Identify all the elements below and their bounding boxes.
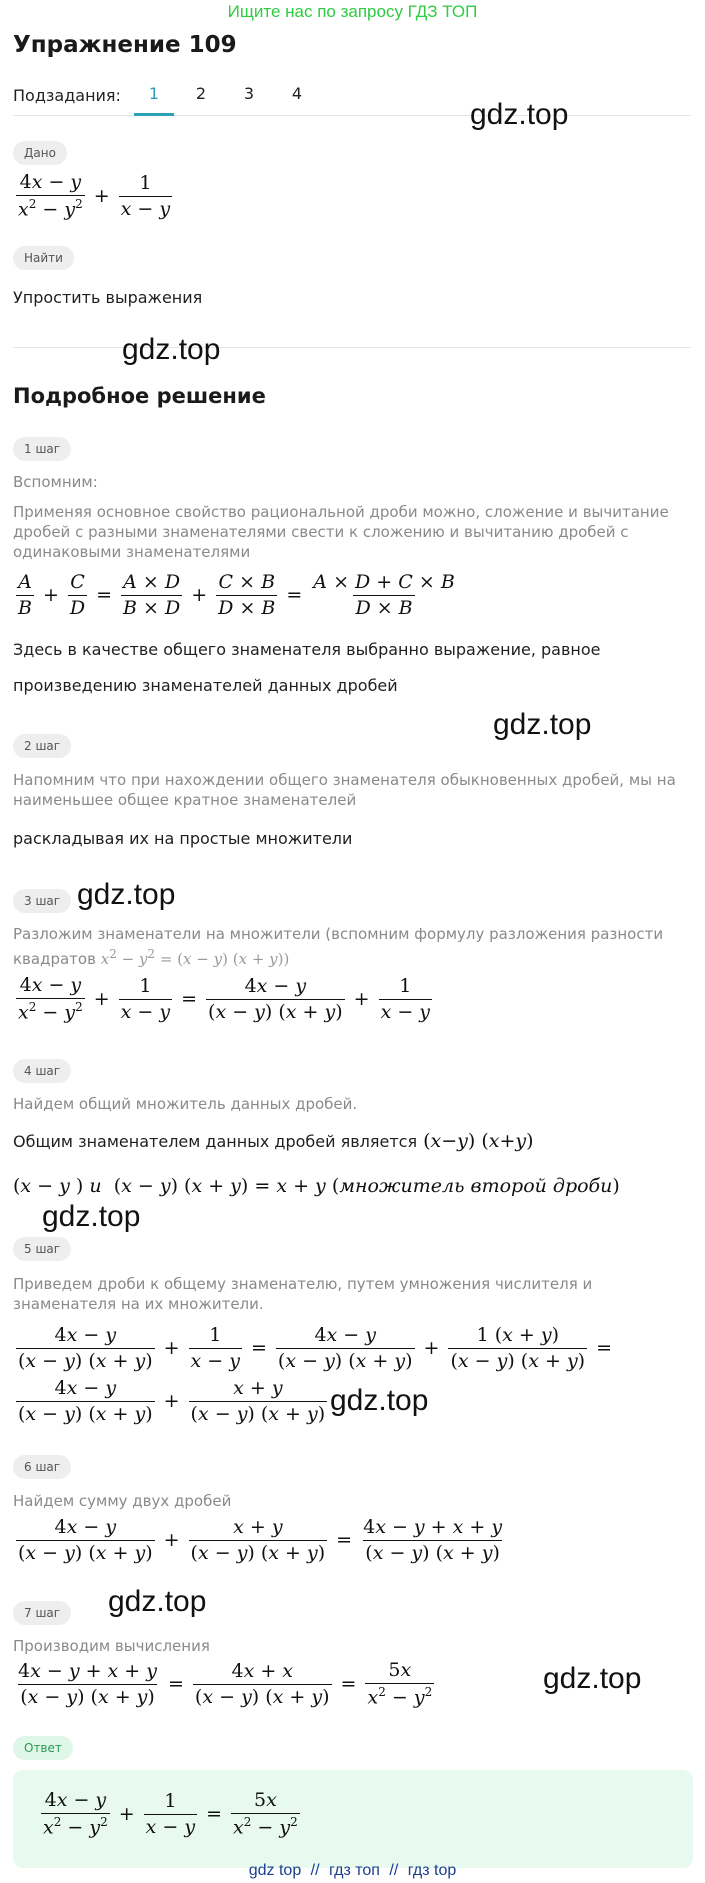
step-4-badge: 4 шаг	[13, 1059, 71, 1083]
find-text: Упростить выражения	[13, 288, 203, 307]
step-5-badge: 5 шаг	[13, 1237, 71, 1261]
step-6-formula: $\frac{4x - y}{(x - y) (x + y)}$ + $\frac{x + y}{(x - y) (x + y)}$ = $\frac{4x - y + x + y}{(x - y) (x + y)}$	[18, 1516, 503, 1564]
step-7-text: Производим вычисления	[13, 1637, 210, 1655]
step-2-text: Напомним что при нахождении общего знаменателя обыкновенных дробей, мы на наименьшее общее кратное знаменателей	[13, 771, 676, 809]
solution-title: Подробное решение	[13, 384, 266, 408]
active-tab-indicator	[134, 113, 174, 116]
watermark: gdz.top	[493, 708, 592, 741]
step-3-formula: $\frac{4x - y}{x^2 - y^2}$ + $\frac{1}{x - y}$ = $\frac{4x - y}{(x - y) (x + y)}$ + $\frac{1}{x - y}$	[18, 974, 431, 1024]
step-3-text: Разложим знаменатели на множители (вспомним формулу разложения разности квадратов $x^2 - y^2 = (x - y) (x + y)$)	[13, 925, 664, 968]
answer-badge: Ответ	[13, 1736, 73, 1760]
step-4-text: Найдем общий множитель данных дробей.	[13, 1095, 358, 1113]
step-4-formula: (x − y ) и (x − y) (x + y) = x + y (множитель второй дроби)	[13, 1175, 620, 1197]
tab-subtask-3[interactable]: 3	[243, 84, 255, 103]
step-5-formula-line-1: $\frac{4x - y}{(x - y) (x + y)}$ + $\frac{1}{x - y}$ = $\frac{4x - y}{(x - y) (x + y)}$ + $\frac{1 (x + y)}{(x - y) (x + y)}$ =	[18, 1324, 613, 1372]
footer-separator: //	[310, 1862, 320, 1879]
step-6-text: Найдем сумму двух дробей	[13, 1492, 232, 1510]
tab-subtask-4[interactable]: 4	[291, 84, 303, 103]
tabs-divider	[13, 115, 691, 116]
step-3-badge: 3 шаг	[13, 889, 71, 913]
footer-link-gdz-top-ru[interactable]: гдз топ	[329, 1862, 380, 1879]
step-5-formula-line-2: $\frac{4x - y}{(x - y) (x + y)}$ + $\frac{x + y}{(x - y) (x + y)}$	[18, 1377, 326, 1425]
step-1-note-1: Здесь в качестве общего знаменателя выбранно выражение, равное	[13, 640, 601, 659]
subtasks-label: Подзадания:	[13, 86, 121, 105]
footer-link-gdz-top-mixed[interactable]: гдз top	[407, 1862, 457, 1879]
step-6-badge: 6 шаг	[13, 1455, 71, 1479]
watermark: gdz.top	[122, 333, 221, 366]
tab-subtask-1[interactable]: 1	[148, 84, 160, 103]
given-badge: Дано	[13, 141, 67, 165]
footer-links	[0, 1862, 705, 1880]
step-1-note-2: произведению знаменателей данных дробей	[13, 676, 398, 695]
page-title: Упражнение 109	[13, 32, 237, 58]
given-expression: $\frac{4x - y}{x^2 - y^2}$ + $\frac{1}{x - y}$	[18, 171, 171, 221]
step-1-badge: 1 шаг	[13, 437, 71, 461]
watermark: gdz.top	[77, 878, 176, 911]
step-5-text: Приведем дроби к общему знаменателю, путем умножения числителя и знаменателя на их множители.	[13, 1275, 593, 1313]
watermark: gdz.top	[108, 1585, 207, 1618]
step-4-note: Общим знаменателем данных дробей является ( x − y ) ( x + y )	[13, 1130, 534, 1152]
watermark: gdz.top	[470, 98, 569, 131]
find-badge: Найти	[13, 246, 74, 270]
watermark: gdz.top	[42, 1200, 141, 1233]
step-1-lead: Вспомним:	[13, 473, 98, 491]
watermark: gdz.top	[543, 1662, 642, 1695]
section-divider	[13, 347, 691, 348]
watermark: gdz.top	[330, 1384, 429, 1417]
step-1-formula: $\frac{A}{B}$ + $\frac{C}{D}$ = $\frac{A \times D}{B \times D}$ + $\frac{C \times B}{D \times B}$ = $\frac{A \times D + C \times B}{D \times B}$	[18, 571, 455, 619]
promo-banner[interactable]: Ищите нас по запросу ГДЗ ТОП	[227, 2, 478, 21]
answer-formula: $\frac{4x - y}{x^2 - y^2}$ + $\frac{1}{x - y}$ = $\frac{5x}{x^2 - y^2}$	[43, 1789, 298, 1839]
step-2-note: раскладывая их на простые множители	[13, 829, 353, 848]
step-1-text: Применяя основное свойство рациональной дроби можно, сложение и вычитание дробей с разными знаменателями свести к сложению и вычитанию дробей с одинаковыми знаменателями	[13, 503, 669, 561]
tab-subtask-2[interactable]: 2	[195, 84, 207, 103]
step-2-badge: 2 шаг	[13, 734, 71, 758]
step-7-badge: 7 шаг	[13, 1601, 71, 1625]
footer-link-gdz-top[interactable]: gdz top	[248, 1862, 302, 1879]
step-7-formula: $\frac{4x - y + x + y}{(x - y) (x + y)}$ = $\frac{4x + x}{(x - y) (x + y)}$ = $\frac{5x}{x^2 - y^2}$	[18, 1659, 433, 1709]
footer-separator: //	[389, 1862, 399, 1879]
